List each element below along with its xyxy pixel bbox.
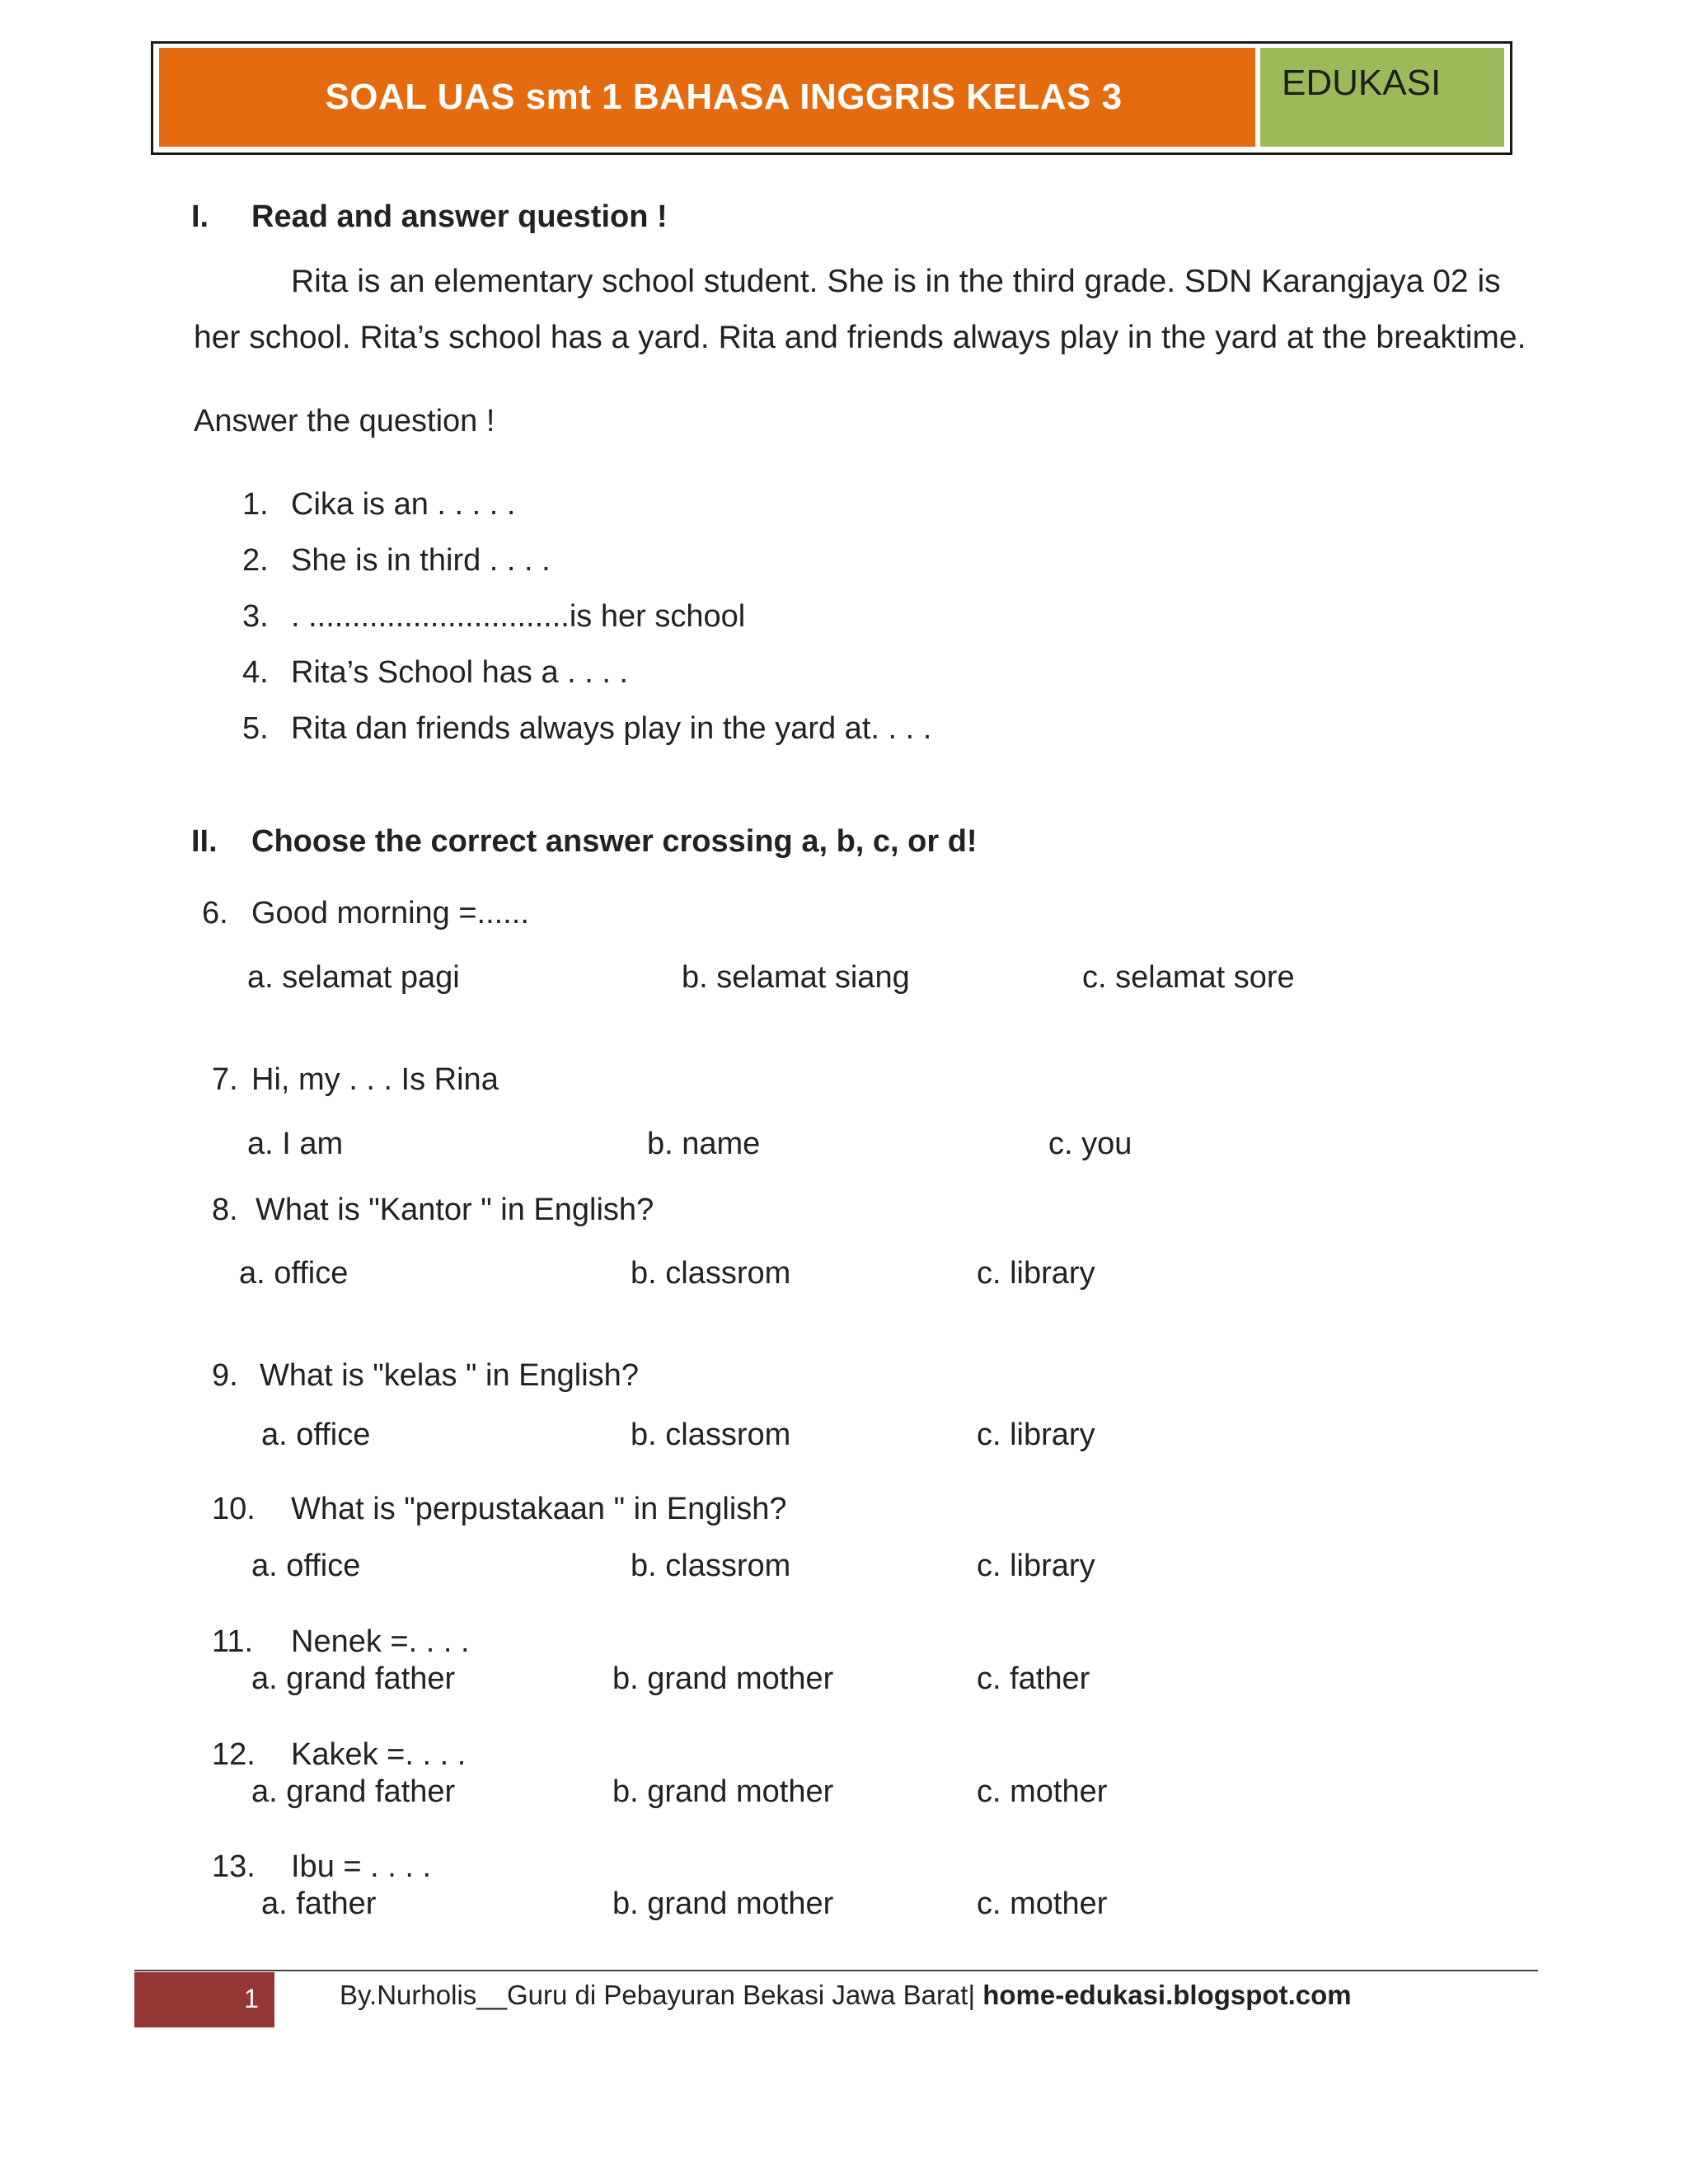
answer-instruction: Answer the question !: [194, 404, 495, 438]
option-b: b. grand mother: [612, 1661, 834, 1696]
edukasi-badge-label: EDUKASI: [1282, 63, 1442, 103]
question-text: Nenek =. . . .: [291, 1624, 470, 1659]
question-number: 4.: [242, 655, 269, 690]
question-number: 7.: [212, 1062, 238, 1097]
option-a: a. selamat pagi: [247, 960, 460, 995]
option-b: b. grand mother: [612, 1886, 834, 1921]
option-b: b. classrom: [631, 1418, 791, 1452]
option-a: a. office: [261, 1418, 371, 1452]
option-c: c. mother: [977, 1774, 1108, 1809]
option-b: b. selamat siang: [682, 960, 910, 995]
question-text: . ..............................is her school: [291, 599, 746, 634]
title-banner: [159, 48, 1255, 147]
option-b: b. classrom: [631, 1256, 791, 1291]
option-c: c. mother: [977, 1886, 1108, 1921]
option-b: b. classrom: [631, 1549, 791, 1583]
footer-separator: |: [968, 1980, 976, 2010]
question-text: Rita dan friends always play in the yard at. . . .: [291, 711, 932, 746]
section1-heading: Read and answer question !: [251, 199, 668, 234]
question-number: 8.: [212, 1193, 238, 1227]
footer-author: By.Nurholis__Guru di Pebayuran Bekasi Jawa Barat: [340, 1980, 968, 2010]
page-number: 1: [244, 1984, 259, 2013]
question-text: What is "Kantor " in English?: [256, 1193, 654, 1227]
question-text: What is "perpustakaan " in English?: [291, 1492, 787, 1526]
question-text: Kakek =. . . .: [291, 1737, 467, 1772]
edukasi-badge: [1260, 48, 1504, 147]
question-text: What is "kelas " in English?: [260, 1358, 639, 1393]
passage-line-1: Rita is an elementary school student. She is in the third grade. SDN Karangjaya 02 is: [291, 264, 1501, 299]
option-c: c. library: [977, 1418, 1095, 1452]
question-text: She is in third . . . .: [291, 543, 551, 578]
question-number: 10.: [212, 1492, 256, 1526]
question-text: Cika is an . . . . .: [291, 487, 516, 522]
footer-divider: [134, 1970, 1538, 1971]
option-a: a. office: [239, 1256, 349, 1291]
section1-number: I.: [191, 199, 209, 234]
option-c: c. library: [977, 1256, 1095, 1291]
question-text: Hi, my . . . Is Rina: [251, 1062, 499, 1097]
option-c: c. father: [977, 1661, 1090, 1696]
footer-text: [340, 1980, 1352, 2011]
page-title: SOAL UAS smt 1 BAHASA INGGRIS KELAS 3: [325, 77, 1123, 117]
option-c: c. you: [1048, 1127, 1132, 1161]
option-b: b. name: [647, 1127, 761, 1161]
option-b: b. grand mother: [612, 1774, 834, 1809]
question-number: 1.: [242, 487, 269, 522]
option-c: c. library: [977, 1549, 1095, 1583]
question-number: 11.: [212, 1624, 254, 1659]
passage-line-2: her school. Rita’s school has a yard. Rita and friends always play in the yard at the breaktime.: [194, 320, 1526, 355]
question-text: Good morning =......: [251, 896, 529, 930]
question-number: 9.: [212, 1358, 238, 1393]
question-number: 12.: [212, 1737, 256, 1772]
option-a: a. grand father: [251, 1774, 456, 1809]
footer-url[interactable]: home-edukasi.blogspot.com: [982, 1980, 1352, 2010]
question-number: 3.: [242, 599, 269, 634]
question-number: 5.: [242, 711, 269, 746]
question-number: 6.: [202, 896, 228, 930]
option-a: a. I am: [247, 1127, 344, 1161]
question-text: Rita’s School has a . . . .: [291, 655, 629, 690]
option-c: c. selamat sore: [1082, 960, 1295, 995]
question-number: 2.: [242, 543, 269, 578]
question-text: Ibu = . . . .: [291, 1849, 432, 1884]
section2-heading: Choose the correct answer crossing a, b, c, or d!: [251, 824, 978, 859]
option-a: a. father: [261, 1886, 377, 1921]
option-a: a. office: [251, 1549, 361, 1583]
option-a: a. grand father: [251, 1661, 456, 1696]
section2-number: II.: [191, 824, 218, 859]
question-number: 13.: [212, 1849, 256, 1884]
